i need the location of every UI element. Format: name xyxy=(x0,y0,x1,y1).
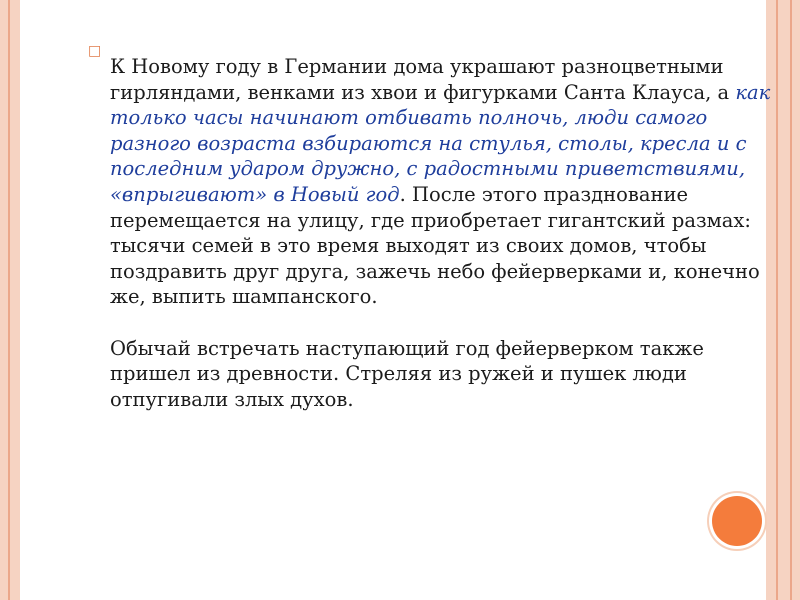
decorative-circle xyxy=(712,496,762,546)
emphasized-text: как только часы начинают отбивать полночь, люди самого разного возраста взбираются на стулья, столы, кресла и с последним ударом дружно, с радостными приветствиями, «впрыгивают» в Новый год xyxy=(110,80,771,206)
left-frame-border xyxy=(0,0,20,600)
paragraph-fireworks: Обычай встречать наступающий год фейерверком также пришел из древности. Стреляя из ружей и пушек люди отпугивали злых духов. xyxy=(110,336,704,411)
paragraph-text: . После этого празднование перемещается на улицу, где приобретает гигантский размах: тысячи семей в это время выходят из своих домов, чтобы поздравить друг друга, зажечь небо фейерверками и, конечно же, выпить шампанского. xyxy=(110,182,760,309)
slide-body xyxy=(110,54,790,412)
paragraph-text: К Новому году в Германии дома украшают разноцветными гирляндами, венками из хвои и фигурками Санта Клауса, а xyxy=(110,55,736,104)
paragraph-germany xyxy=(110,54,790,310)
frame-line xyxy=(790,0,792,600)
bullet-icon: □ xyxy=(88,43,102,59)
